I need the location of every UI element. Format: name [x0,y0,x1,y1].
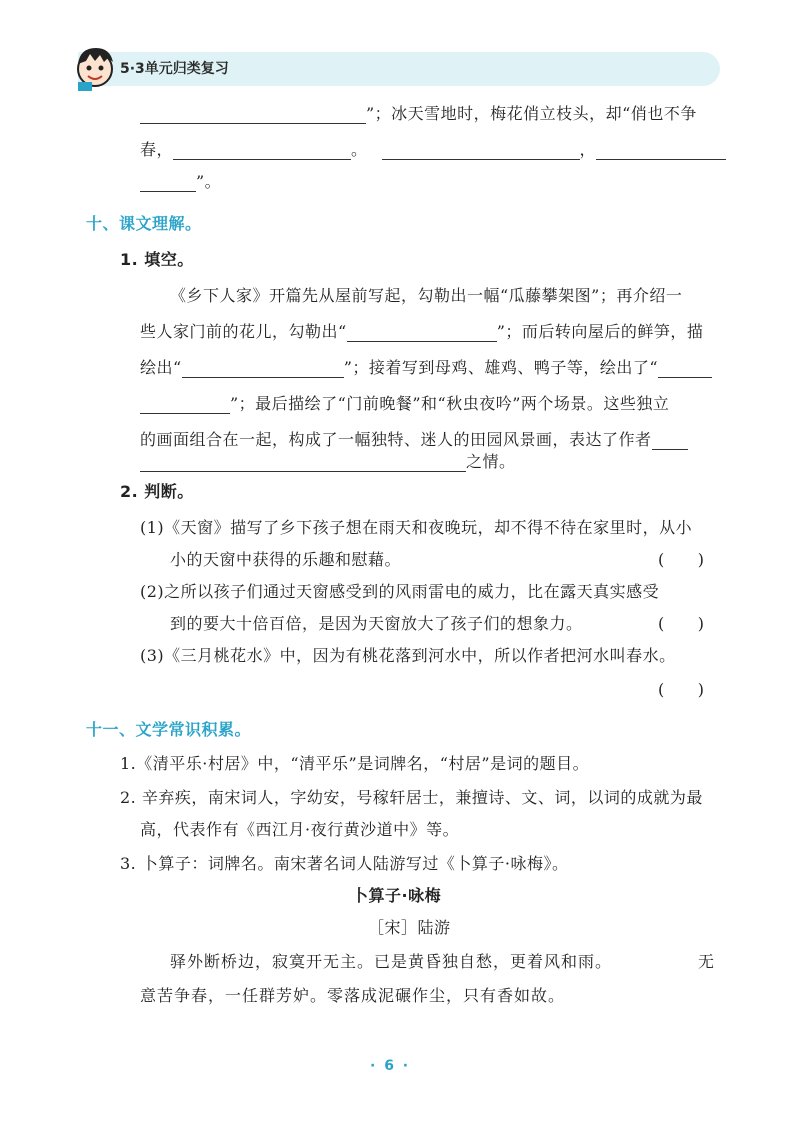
judge-item-3-line-1: (3)《三月桃花水》中，因为有桃花落到河水中，所以作者把河水叫春水。 [140,646,676,665]
carry-line-1: ”；冰天雪地时，梅花俏立枝头，却“俏也不争 [140,104,697,124]
page-number: · 6 · [370,1058,411,1074]
page-header-title: 5·3单元归类复习 [120,61,229,77]
answer-blank[interactable] [596,143,726,160]
answer-paren[interactable]: ( ) [658,614,705,633]
poem-line-2: 意苦争春，一任群芳妒。零落成泥碾作尘，只有香如故。 [140,986,566,1005]
poem-line-1: 驿外断桥边，寂寞开无主。已是黄昏独自愁，更着风和雨。 [170,952,613,971]
answer-blank[interactable] [382,143,580,160]
section-heading-11: 十一、文学常识积累。 [86,720,252,739]
judge-item-1-line-1: (1)《天窗》描写了乡下孩子想在雨天和夜晚玩，却不得不待在家里时，从小 [140,518,693,537]
carry-line-3: ”。 [140,172,221,192]
knowledge-item-3: 3. 卜算子：词牌名。南宋著名词人陆游写过《卜算子·咏梅》。 [120,854,569,873]
paragraph-line: 绘出“ ”；接着写到母鸡、雄鸡、鸭子等，绘出了“ [140,358,712,378]
answer-blank[interactable] [658,361,712,378]
answer-blank[interactable] [140,107,366,124]
question-label-fill: 1. 填空。 [120,250,194,269]
judge-item-2-line-1: (2)之所以孩子们通过天窗感受到的风雨雷电的威力，比在露天真实感受 [140,582,660,601]
section-heading-10: 十、课文理解。 [86,214,202,233]
answer-blank[interactable] [652,433,688,450]
paragraph-line: ”；最后描绘了“门前晚餐”和“秋虫夜吟”两个场景。这些独立 [140,394,669,414]
knowledge-item-2-line-2: 高，代表作有《西江月·夜行黄沙道中》等。 [140,820,460,839]
answer-blank[interactable] [182,361,344,378]
judge-item-2-line-2: 到的要大十倍百倍，是因为天窗放大了孩子们的想象力。 [170,614,583,633]
judge-item-1-line-2: 小的天窗中获得的乐趣和慰藉。 [170,550,402,569]
poem-line-1-end: 无 [698,952,716,971]
answer-blank[interactable] [140,455,466,472]
answer-blank[interactable] [173,143,351,160]
paragraph-line: 《乡下人家》开篇先从屋前写起，勾勒出一幅“瓜藤攀架图”；再介绍一 [170,286,683,305]
answer-blank[interactable] [347,325,497,342]
paragraph-line: 的画面组合在一起，构成了一幅独特、迷人的田园风景画，表达了作者 [140,430,688,450]
answer-blank[interactable] [140,397,230,414]
poem-title: 卜算子·咏梅 [352,886,442,905]
carry-line-2: 春， 。 ， [140,140,726,160]
knowledge-item-1: 1.《清平乐·村居》中，“清平乐”是词牌名，“村居”是词的题目。 [120,754,590,773]
poem-author: ［宋］陆游 [368,918,451,937]
boy-face-icon [70,42,120,92]
paragraph-line: 之情。 [140,452,516,472]
answer-blank[interactable] [140,175,196,192]
answer-paren[interactable]: ( ) [658,550,705,569]
answer-paren[interactable]: ( ) [658,680,705,699]
question-label-judge: 2. 判断。 [120,482,194,501]
knowledge-item-2-line-1: 2. 辛弃疾，南宋词人，字幼安，号稼轩居士，兼擅诗、文、词，以词的成就为最 [120,788,703,807]
paragraph-line: 些人家门前的花儿，勾勒出“ ”；而后转向屋后的鲜笋，描 [140,322,704,341]
